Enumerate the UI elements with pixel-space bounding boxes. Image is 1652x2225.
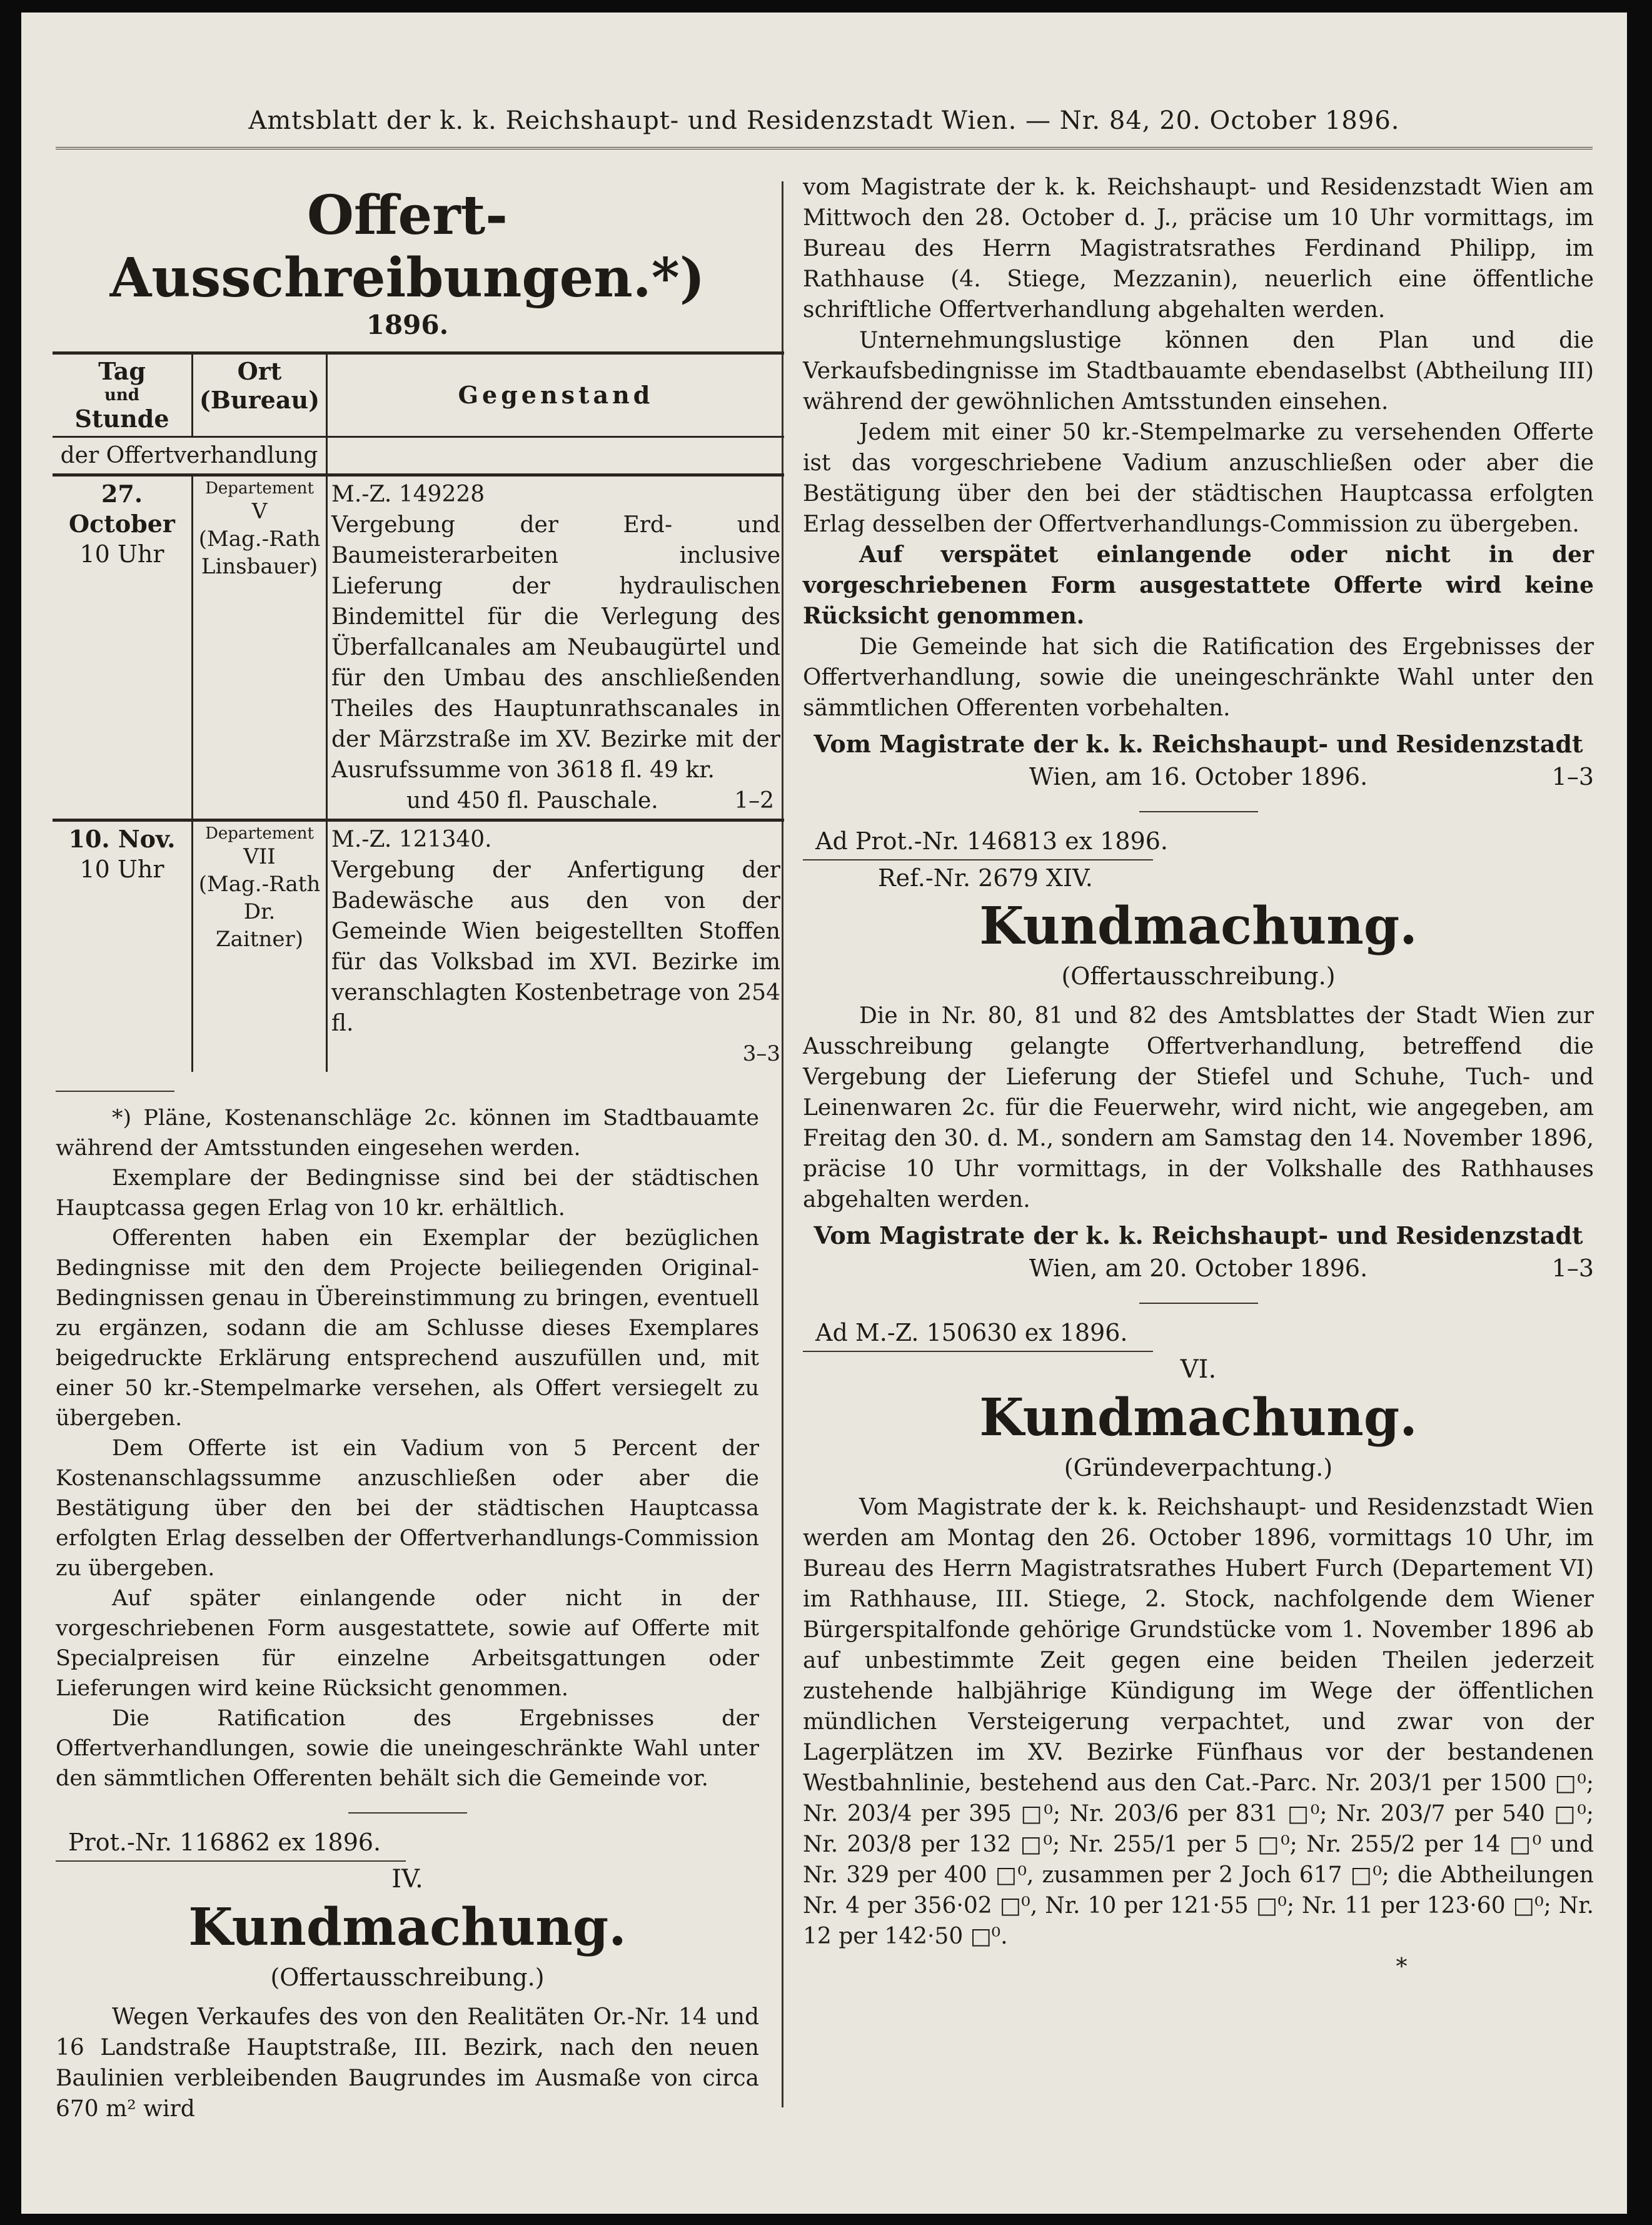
- table-row: [53, 475, 784, 820]
- continued-text: Unternehmungslustige können den Plan und die Verkaufsbedingnisse im Stadtbauamte ebendaselbst (Abtheilung III) während der gewöhnlichen Amtsstunden einsehen.: [803, 328, 1594, 415]
- row-date: 27. October 10 Uhr: [69, 480, 175, 568]
- notice-body: Vom Magistrate der k. k. Reichshaupt- und Residenzstadt Wien werden am Montag den 26. October 1896, vormittags 10 Uhr, im Bureau des Herrn Magistratsrathes Hubert Furch (Departement VI) im Rathhause, III. Stiege, 2. Stock, nachfolgende dem Wiener Bürgerspitalfonde gehörige Grundstücke vom 1. November 1896 ab auf unbestimmte Zeit gegen eine beiden Theilen jederzeit zustehende halbjährige Kündigung im Wege der öffentlichen mündlichen Versteigerung verpachtet, und zwar von der Lagerplätzen im XV. Bezirke Fünfhaus vor der bestandenen Westbahnlinie, bestehend aus den Cat.-Parc. Nr. 203/1 per 1500 □⁰; Nr. 203/4 per 395 □⁰; Nr. 203/6 per 831 □⁰; Nr. 203/7 per 540 □⁰; Nr. 203/8 per 132 □⁰; Nr. 255/1 per 5 □⁰; Nr. 255/2 per 14 □⁰ und Nr. 329 per 400 □⁰, zusammen per 2 Joch 617 □⁰; die Abtheilungen Nr. 4 per 356·02 □⁰, Nr. 10 per 121·55 □⁰; Nr. 11 per 123·60 □⁰; Nr. 12 per 142·50 □⁰.: [803, 1495, 1594, 1949]
- divider: [1139, 811, 1258, 812]
- row-date: 10. Nov. 10 Uhr: [68, 825, 176, 883]
- notice-number: VI.: [1180, 1355, 1217, 1384]
- signature: Vom Magistrate der k. k. Reichshaupt- und Residenzstadt: [813, 1221, 1583, 1249]
- notice-number: IV.: [391, 1865, 423, 1894]
- col-header-date: Tag und Stunde: [74, 357, 169, 433]
- ref-underline: [56, 1860, 406, 1862]
- notice-body: Die in Nr. 80, 81 und 82 des Amtsblattes der Stadt Wien zur Ausschreibung gelangte Offertverhandlung, betreffend die Vergebung der Lieferung der Stiefel und Schuhe, Tuch- und Leinenwaren 2c. für die Feuerwehr, wird nicht, wie angegeben, am Freitag den 30. d. M., sondern am Samstag den 14. November 1896, präcise 10 Uhr vormittags, in der Volkshalle des Rathhauses abgehalten werden.: [803, 1003, 1594, 1213]
- notice-subtitle: (Offertausschreibung.): [270, 1964, 545, 1991]
- continued-text: Jedem mit einer 50 kr.-Stempelmarke zu versehenden Offerte ist das vorgeschriebene Vadium anzuschließen oder aber die Bestätigung über den bei der städtischen Hauptcassa erfolgten Erlag desselben der Offertverhandlungs-Commission zu übergeben.: [803, 420, 1594, 537]
- table-subhead: der Offertverhandlung: [60, 443, 318, 468]
- notice-title: Kundmachung.: [979, 896, 1418, 956]
- notice-ref: Prot.-Nr. 116862 ex 1896.: [68, 1829, 381, 1856]
- row-dept: Departement VII (Mag.-Rath Dr. Zaitner): [193, 820, 327, 1072]
- col-header-place: Ort (Bureau): [193, 353, 327, 437]
- footnotes: *) Pläne, Kostenanschläge 2c. können im Stadtbauamte während der Amtsstunden eingesehen werden. Exemplare der Bedingnisse sind bei der städtischen Hauptcassa gegen Erlag von 10 kr. erhältlich. Offerenten haben ein Exemplar der bezüglichen Bedingnisse mit den dem Projecte beiliegenden Original-Bedingnissen genau in Übereinstimmung zu bringen, eventuell zu ergänzen, sodann die am Schlusse dieses Exemplares beigedruckte Erklärung entsprechend auszufüllen und, mit einer 50 kr.-Stempelmarke versehen, als Offert versiegelt zu übergeben. Dem Offerte ist ein Vadium von 5 Percent der Kostenanschlagssumme anzuschließen oder aber die Bestätigung über den bei der städtischen Hauptcassa erfolgten Erlag desselben der Offertverhandlungs-Commission zu übergeben. Auf später einlangende oder nicht in der vorgeschriebenen Form ausgestattete, sowie auf Offerte mit Specialpreisen für einzelne Arbeitsgattungen oder Lieferungen wird keine Rücksicht genommen. Die Ratification des Ergebnisses der Offertverhandlungen, sowie die uneingeschränkte Wahl unter den sämmtlichen Offerenten behält sich die Gemeinde vor.: [56, 1106, 759, 1791]
- issue-number: 1–3: [1551, 763, 1594, 790]
- row-dept: Departement V (Mag.-Rath Linsbauer): [193, 475, 327, 820]
- continued-text: vom Magistrate der k. k. Reichshaupt- und Residenzstadt Wien am Mittwoch den 28. October d. J., präcise um 10 Uhr vormittags, im Bureau des Herrn Magistratsrathes Ferdinand Philipp, im Rathhause (4. Stiege, Mezzanin), neuerlich eine öffentliche schriftliche Offertverhandlung abgehalten werden.: [803, 174, 1594, 323]
- notice-title: Kundmachung.: [188, 1897, 627, 1957]
- offer-table: [53, 351, 784, 1072]
- issue-number: 1–3: [1551, 1254, 1594, 1282]
- continued-text: Auf verspätet einlangende oder nicht in der vorgeschriebenen Form ausgestattete Offerte wird keine Rücksicht genommen.: [803, 542, 1594, 629]
- notice-body: Wegen Verkaufes des von den Realitäten Or.-Nr. 14 und 16 Landstraße Hauptstraße, III. Bezirk, nach den neuen Baulinien verbleibenden Baugrundes im Ausmaße von circa 670 m² wird: [56, 2004, 759, 2122]
- row-subject: M.-Z. 121340. Vergebung der Anfertigung der Badewäsche aus den von der Gemeinde Wien beigestellten Stoffen für das Volksbad im XVI. Bezirke im veranschlagten Kostenbetrage von 254 fl. 3–3: [327, 820, 785, 1072]
- divider: [1139, 1303, 1258, 1304]
- left-column: [56, 172, 780, 2124]
- row-subject: M.-Z. 149228 Vergebung der Erd- und Baumeisterarbeiten inclusive Lieferung der hydraulischen Bindemittel für die Verlegung des Überfallcanales am Neubaugürtel und für den Umbau des anschließenden Theiles des Hauptunrathscanales in der Märzstraße im XV. Bezirke mit der Ausrufssumme von 3618 fl. 49 kr. und 450 fl. Pauschale. 1–2: [327, 475, 785, 820]
- divider: [348, 1812, 467, 1814]
- row-number: 3–3: [742, 1041, 780, 1066]
- section-title: Offert-Ausschreibungen.*): [109, 184, 705, 310]
- place-date: Wien, am 20. October 1896. 1–3: [803, 1253, 1594, 1284]
- table-row: [53, 820, 784, 1072]
- section-year: 1896.: [366, 310, 449, 340]
- notice-subtitle: (Offertausschreibung.): [1061, 962, 1336, 990]
- notice-subref: Ref.-Nr. 2679 XIV.: [878, 864, 1093, 892]
- running-head: Amtsblatt der k. k. Reichshaupt- und Residenzstadt Wien. — Nr. 84, 20. October 1896.: [248, 106, 1400, 135]
- right-column: [803, 172, 1594, 1982]
- notice-subtitle: (Gründeverpachtung.): [1064, 1454, 1333, 1481]
- header-rule: [56, 147, 1593, 149]
- notice-title: Kundmachung.: [979, 1388, 1418, 1448]
- notice-ref: Ad M.-Z. 150630 ex 1896.: [815, 1319, 1128, 1346]
- footnote-star: *: [1396, 1954, 1408, 1980]
- col-header-subject: Gegenstand: [327, 353, 785, 437]
- signature: Vom Magistrate der k. k. Reichshaupt- und Residenzstadt: [813, 730, 1583, 758]
- footnote-rule: [56, 1091, 174, 1092]
- continued-text: Die Gemeinde hat sich die Ratification des Ergebnisses der Offertverhandlung, sowie die uneingeschränkte Wahl unter den sämmtlichen Offerenten vorbehalten.: [803, 634, 1594, 721]
- ref-underline: [803, 1351, 1153, 1352]
- ref-underline: [803, 859, 1153, 860]
- newspaper-page: [21, 13, 1627, 2214]
- row-number: 1–2: [734, 788, 774, 814]
- notice-ref: Ad Prot.-Nr. 146813 ex 1896.: [815, 827, 1168, 855]
- place-date: Wien, am 16. October 1896. 1–3: [803, 762, 1594, 792]
